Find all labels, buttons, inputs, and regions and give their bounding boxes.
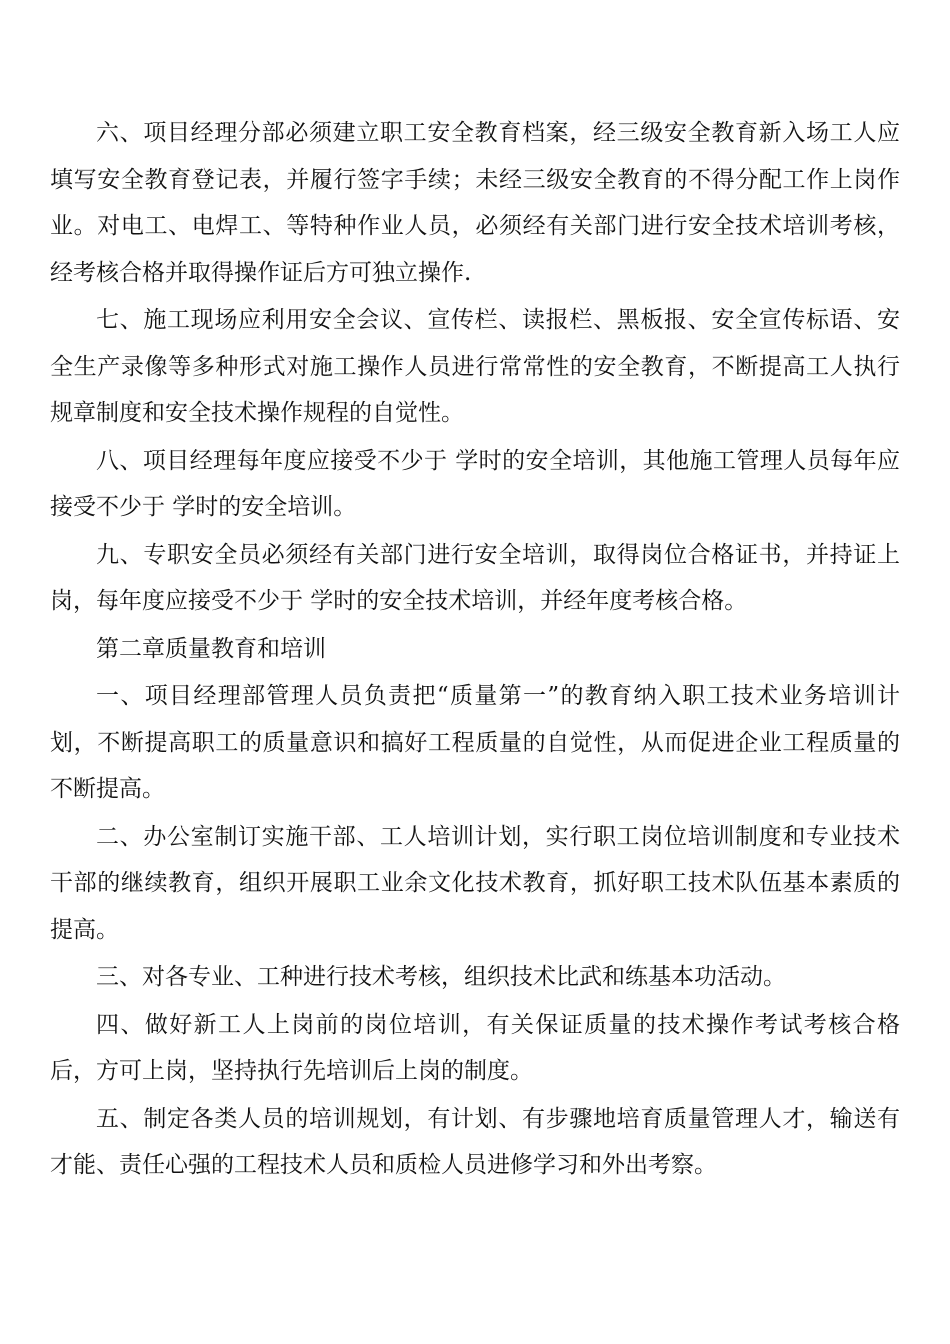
paragraph-7: 七、施工现场应利用安全会议、宣传栏、读报栏、黑板报、安全宣传标语、安全生产录像等多种形式对施工操作人员进行常常性的安全教育，不断提高工人执行规章制度和安全技术操作规程的自觉性。	[50, 307, 900, 426]
document-body	[50, 110, 900, 1190]
paragraph-2: 二、办公室制订实施干部、工人培训计划，实行职工岗位培训制度和专业技术干部的继续教育，组织开展职工业余文化技术教育，抓好职工技术队伍基本素质的提高。	[50, 823, 900, 943]
paragraph-8: 八、项目经理每年度应接受不少于 学时的安全培训，其他施工管理人员每年应接受不少于 学时的安全培训。	[50, 447, 900, 520]
chapter-heading: 第二章质量教育和培训	[96, 635, 326, 662]
paragraph-6: 六、项目经理分部必须建立职工安全教育档案，经三级安全教育新入场工人应填写安全教育登记表，并履行签字手续；未经三级安全教育的不得分配工作上岗作业。对电工、电焊工、等特种作业人员，必须经有关部门进行安全技术培训考核，经考核合格并取得操作证后方可独立操作.	[50, 120, 900, 286]
paragraph-4: 四、做好新工人上岗前的岗位培训，有关保证质量的技术操作考试考核合格后，方可上岗，坚持执行先培训后上岗的制度。	[50, 1011, 900, 1084]
paragraph-9: 九、专职安全员必须经有关部门进行安全培训，取得岗位合格证书，并持证上岗，每年度应接受不少于 学时的安全技术培训，并经年度考核合格。	[50, 541, 900, 614]
paragraph-3: 三、对各专业、工种进行技术考核，组织技术比武和练基本功活动。	[96, 964, 786, 990]
paragraph-5: 五、制定各类人员的培训规划，有计划、有步骤地培育质量管理人才，输送有才能、责任心强的工程技术人员和质检人员进修学习和外出考察。	[50, 1105, 900, 1178]
paragraph-1: 一、项目经理部管理人员负责把“质量第一”的教育纳入职工技术业务培训计划，不断提高职工的质量意识和搞好工程质量的自觉性，从而促进企业工程质量的不断提高。	[50, 683, 900, 802]
